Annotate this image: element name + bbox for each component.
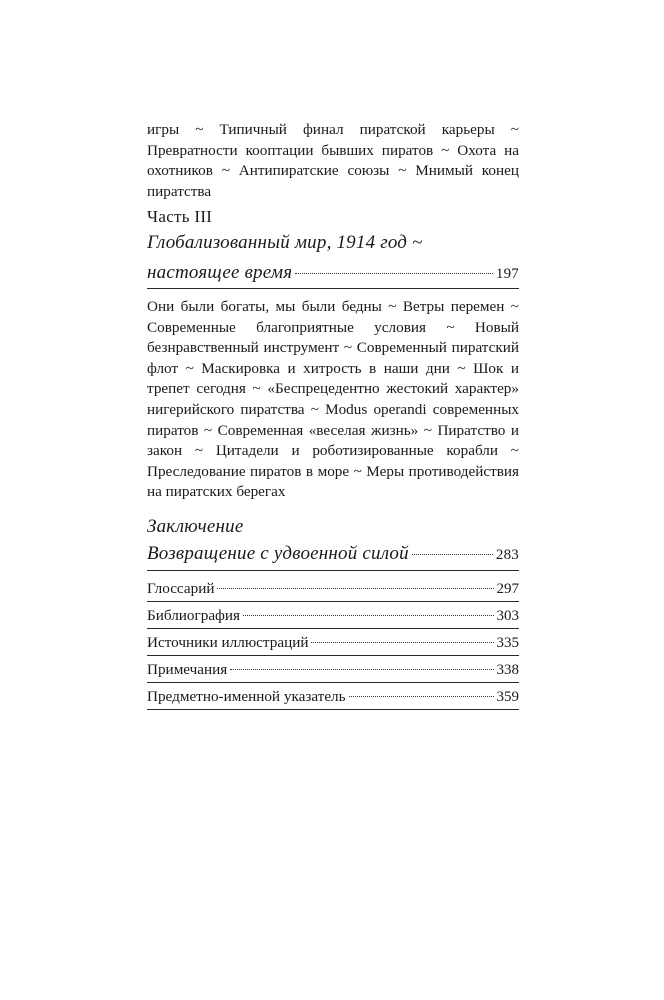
toc-entry-title: Примечания	[147, 661, 228, 678]
divider	[147, 655, 519, 656]
divider	[147, 709, 519, 710]
part-label: Часть III	[147, 207, 213, 226]
chapter-description: Они были богаты, мы были бедны ~ Ветры перемен ~ Современные благоприятные условия ~ Новый безнравственный инструмент ~ Современный пиратский флот ~ Маскировка и хитрость в наши дни ~ Шок и трепет сегодня ~ «Беспрецедентно жестокий характер» нигерийского пиратства ~ Modus operandi современных пиратов ~ Современная «веселая жизнь» ~ Пиратство и закон ~ Цитадели и роботизированные корабли ~ Преследование пиратов в море ~ Меры противодействия на пиратских берегах	[147, 298, 519, 501]
page-number: 303	[496, 608, 519, 624]
divider	[147, 682, 519, 683]
divider	[147, 288, 519, 289]
leader-dots	[311, 642, 493, 643]
conclusion-title-line	[147, 543, 519, 565]
conclusion-title: Возвращение с удвоенной силой	[147, 543, 409, 564]
chapter-description: игры ~ Типичный финал пиратской карьеры ~ Превратности кооптации бывших пиратов ~ Охота на охотников ~ Антипиратские союзы ~ Мнимый конец пиратства	[147, 121, 519, 200]
page-number: 338	[496, 662, 519, 678]
page-number: 359	[496, 689, 519, 705]
toc-entry	[147, 580, 519, 598]
toc-entry	[147, 634, 519, 652]
part-title-line-1: Глобализованный мир, 1914 год ~	[147, 232, 423, 253]
page-number: 197	[495, 266, 519, 282]
leader-dots	[243, 615, 493, 616]
page-number: 335	[496, 635, 519, 651]
toc-entry	[147, 688, 519, 706]
conclusion-label: Заключение	[147, 516, 244, 537]
leader-dots	[230, 669, 493, 670]
leader-dots	[349, 696, 494, 697]
toc-entry-title: Библиография	[147, 607, 241, 624]
divider	[147, 601, 519, 602]
leader-dots	[412, 554, 493, 555]
toc-entry-title: Источники иллюстраций	[147, 634, 309, 651]
part-title-line-2	[147, 262, 519, 284]
leader-dots	[295, 273, 493, 274]
divider	[147, 570, 519, 571]
toc-entry	[147, 607, 519, 625]
page-number: 297	[496, 581, 519, 597]
toc-entry	[147, 661, 519, 679]
divider	[147, 628, 519, 629]
part-title-text: настоящее время	[147, 262, 293, 283]
toc-entry-title: Глоссарий	[147, 580, 215, 597]
page-number: 283	[495, 547, 519, 563]
toc-page	[147, 0, 519, 1000]
leader-dots	[217, 588, 493, 589]
toc-entry-title: Предметно-именной указатель	[147, 688, 346, 705]
